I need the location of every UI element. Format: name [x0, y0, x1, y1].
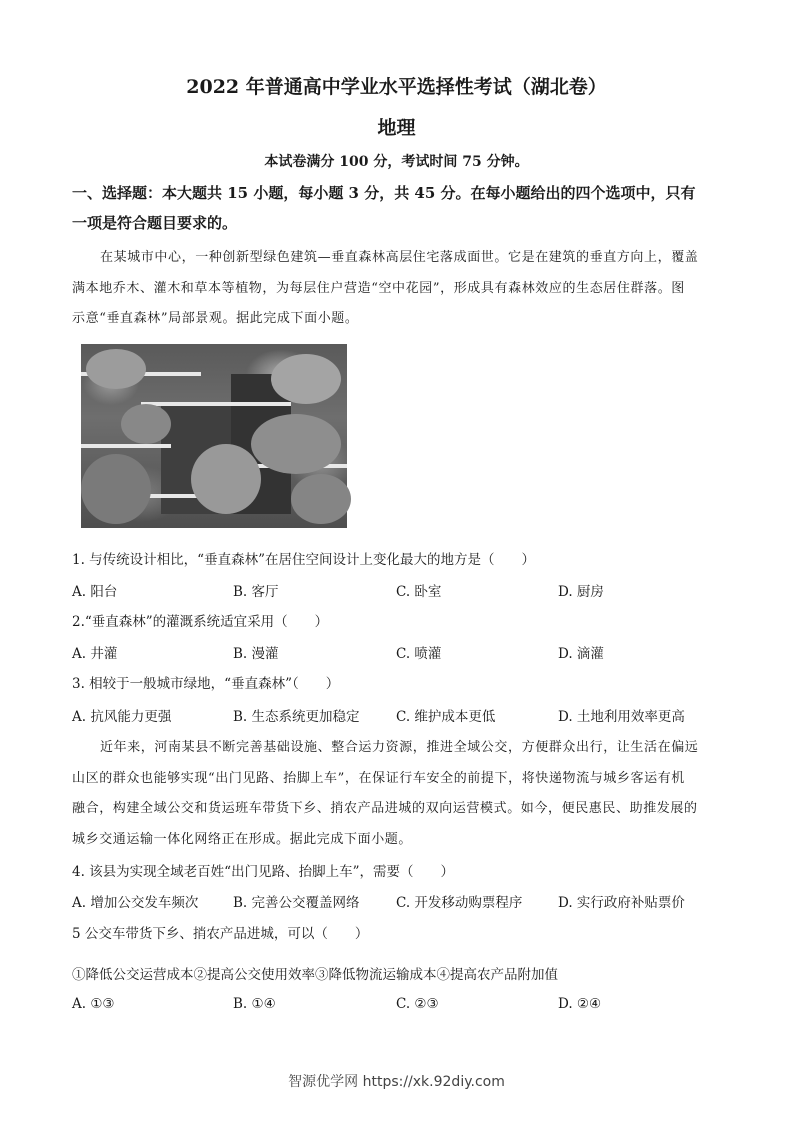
passage1-line3: 示意“垂直森林”局部景观。据此完成下面小题。 [72, 311, 359, 326]
question-2-option-d[interactable]: D. 滴灌 [558, 646, 604, 662]
question-1-option-c[interactable]: C. 卧室 [396, 584, 442, 600]
question-3-option-b[interactable]: B. 生态系统更加稳定 [233, 709, 360, 725]
section-heading-line1: 一、选择题：本大题共 15 小题，每小题 3 分，共 45 分。在每小题给出的四个选项中，只有 [72, 184, 696, 202]
passage2-line1: 近年来，河南某县不断完善基础设施、整合运力资源，推进全域公交，方便群众出行，让生活在偏远 [100, 740, 699, 755]
passage2-line3: 融合，构建全域公交和货运班车带货下乡、捎农产品进城的双向运营模式。如今，便民惠民、助推发展的 [72, 801, 698, 816]
question-4-stem: 4. 该县为实现全域老百姓“出门见路、抬脚上车”，需要（ ） [72, 864, 454, 880]
passage2-line4: 城乡交通运输一体化网络正在形成。据此完成下面小题。 [72, 832, 413, 847]
vertical-forest-photo [81, 344, 347, 528]
question-4-option-b[interactable]: B. 完善公交覆盖网络 [233, 895, 360, 911]
section-heading-line2: 一项是符合题目要求的。 [72, 214, 238, 232]
question-5-stem: 5 公交车带货下乡、捎农产品进城，可以（ ） [72, 926, 369, 942]
question-3-option-a[interactable]: A. 抗风能力更强 [72, 709, 172, 725]
passage1-line2: 满本地乔木、灌木和草本等植物，为每层住户营造“空中花园”，形成具有森林效应的生态居住群落。图 [72, 281, 685, 296]
question-5-option-a[interactable]: A. ①③ [72, 996, 115, 1012]
question-1-option-d[interactable]: D. 厨房 [558, 584, 604, 600]
passage1-line1: 在某城市中心，一种创新型绿色建筑—垂直森林高层住宅落成面世。它是在建筑的垂直方向上，覆盖 [100, 250, 699, 265]
question-2-option-b[interactable]: B. 漫灌 [233, 646, 279, 662]
question-3-stem: 3. 相较于一般城市绿地，“垂直森林”（ ） [72, 676, 340, 692]
question-3-option-c[interactable]: C. 维护成本更低 [396, 709, 496, 725]
question-2-option-a[interactable]: A. 井灌 [72, 646, 118, 662]
question-4-option-a[interactable]: A. 增加公交发车频次 [72, 895, 199, 911]
question-5-option-b[interactable]: B. ①④ [233, 996, 276, 1012]
footer-watermark: 智源优学网 https://xk.92diy.com [288, 1074, 505, 1090]
question-2-option-c[interactable]: C. 喷灌 [396, 646, 442, 662]
question-5-statements: ①降低公交运营成本②提高公交使用效率③降低物流运输成本④提高农产品附加值 [72, 967, 558, 983]
question-1-option-b[interactable]: B. 客厅 [233, 584, 279, 600]
question-3-option-d[interactable]: D. 土地利用效率更高 [558, 709, 685, 725]
exam-title: 2022 年普通高中学业水平选择性考试（湖北卷） [186, 76, 607, 98]
exam-info: 本试卷满分 100 分，考试时间 75 分钟。 [264, 154, 529, 170]
question-5-option-d[interactable]: D. ②④ [558, 996, 602, 1012]
question-4-option-c[interactable]: C. 开发移动购票程序 [396, 895, 523, 911]
question-5-option-c[interactable]: C. ②③ [396, 996, 439, 1012]
subject-title: 地理 [377, 117, 416, 139]
question-1-stem: 1. 与传统设计相比，“垂直森林”在居住空间设计上变化最大的地方是（ ） [72, 552, 535, 568]
question-2-stem: 2.“垂直森林”的灌溉系统适宜采用（ ） [72, 614, 329, 630]
passage2-line2: 山区的群众也能够实现“出门见路、抬脚上车”，在保证行车安全的前提下，将快递物流与城乡客运有机 [72, 771, 685, 786]
question-4-option-d[interactable]: D. 实行政府补贴票价 [558, 895, 685, 911]
question-1-option-a[interactable]: A. 阳台 [72, 584, 118, 600]
